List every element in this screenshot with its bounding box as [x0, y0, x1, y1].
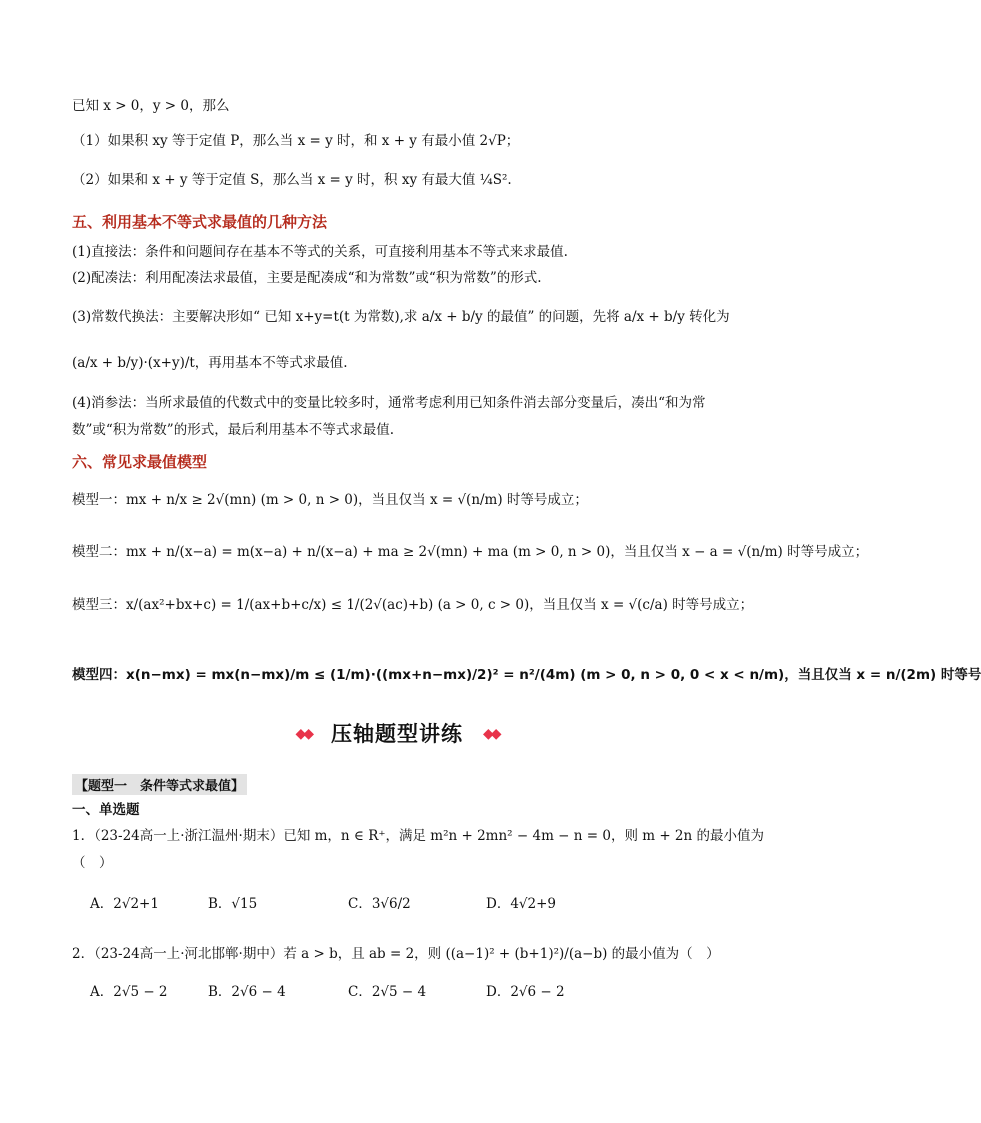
q1-option-a[interactable]: A．2√2+1 [90, 896, 159, 912]
q2-option-c[interactable]: C．2√5 − 4 [348, 984, 427, 1000]
rule-1: （1）如果积 xy 等于定值 P，那么当 x = y 时，和 x + y 有最小值 2√P； [72, 133, 520, 149]
model-1: 模型一：mx + n/x ≥ 2√(mn) (m > 0, n > 0)，当且仅当 x = √(n/m) 时等号成立； [72, 492, 588, 508]
intro-line: 已知 x > 0，y > 0，那么 [72, 98, 230, 114]
q1-options [90, 892, 734, 912]
method-3: (3)常数代换法：主要解决形如“ 已知 x+y=t(t 为常数),求 a/x + b/y 的最值” 的问题，先将 a/x + b/y 转化为 [72, 309, 730, 325]
q1-paren: （ ） [72, 855, 113, 871]
q2-option-d[interactable]: D．2√6 − 2 [486, 984, 565, 1000]
q2-options [90, 980, 734, 1000]
rule-2: （2）如果和 x + y 等于定值 S，那么当 x = y 时，积 xy 有最大值 ¼S². [72, 172, 512, 188]
method-3-cont: (a/x + b/y)·(x+y)/t，再用基本不等式求最值. [72, 355, 348, 371]
model-4: 模型四：x(n−mx) = mx(n−mx)/m ≤ (1/m)·((mx+n−mx)/2)² = n²/(4m) (m > 0, n > 0, 0 < x < n/m)，当且仅当 x = n/(2m) 时等号 [72, 667, 981, 683]
method-1: (1)直接法：条件和问题间存在基本不等式的关系，可直接利用基本不等式来求最值. [72, 244, 568, 260]
banner-title: 压轴题型讲练 [321, 716, 473, 752]
q1-stem: 1．（23-24高一上·浙江温州·期末）已知 m，n ∈ R⁺，满足 m²n + 2mn² − 4m − n = 0，则 m + 2n 的最小值为 [72, 828, 764, 844]
single-choice-heading: 一、单选题 [72, 802, 140, 818]
section-5-title: 五、利用基本不等式求最值的几种方法 [72, 213, 328, 231]
method-4: (4)消参法：当所求最值的代数式中的变量比较多时，通常考虑利用已知条件消去部分变量后，凑出“和为常 [72, 395, 706, 411]
method-2: (2)配凑法：利用配凑法求最值，主要是配凑成“和为常数”或“积为常数”的形式. [72, 270, 542, 286]
model-3: 模型三：x/(ax²+bx+c) = 1/(ax+b+c/x) ≤ 1/(2√(ac)+b) (a > 0, c > 0)，当且仅当 x = √(c/a) 时等号成立； [72, 597, 754, 613]
section-6-title: 六、常见求最值模型 [72, 453, 208, 471]
section-banner [0, 716, 794, 752]
diamond-right-icon: ◆◆ [483, 726, 499, 742]
q2-option-a[interactable]: A．2√5 − 2 [90, 984, 168, 1000]
question-type-tag: 【题型一 条件等式求最值】 [72, 774, 247, 795]
q1-option-d[interactable]: D．4√2+9 [486, 896, 557, 912]
diamond-left-icon: ◆◆ [295, 726, 311, 742]
model-2: 模型二：mx + n/(x−a) = m(x−a) + n/(x−a) + ma ≥ 2√(mn) + ma (m > 0, n > 0)，当且仅当 x − a = √(n/m) 时等号成立； [72, 544, 869, 560]
q2-stem: 2．（23-24高一上·河北邯郸·期中）若 a > b，且 ab = 2，则 ((a−1)² + (b+1)²)/(a−b) 的最小值为（ ） [72, 946, 720, 962]
method-4-cont: 数”或“积为常数”的形式，最后利用基本不等式求最值. [72, 422, 394, 438]
q1-option-c[interactable]: C．3√6/2 [348, 896, 411, 912]
q1-option-b[interactable]: B．√15 [208, 896, 258, 912]
q2-option-b[interactable]: B．2√6 − 4 [208, 984, 286, 1000]
